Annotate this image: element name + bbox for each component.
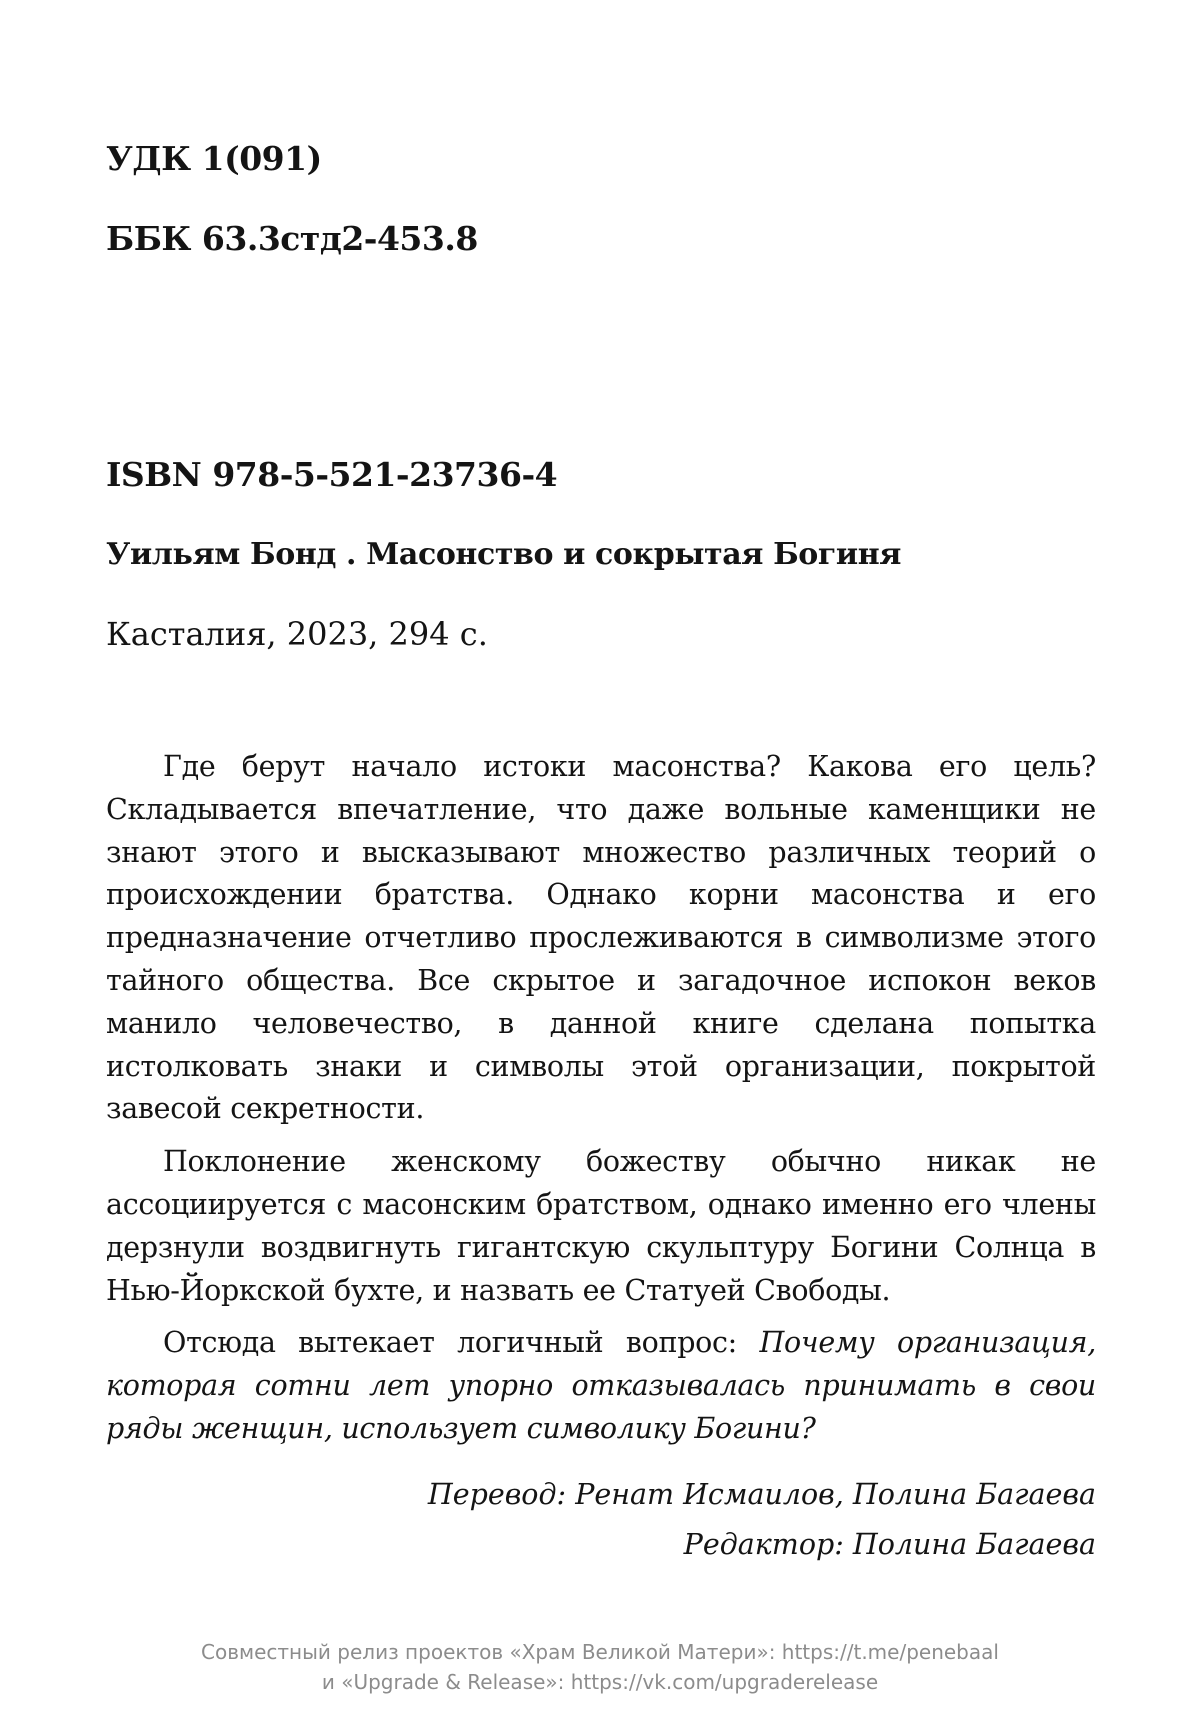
book-imprint-page — [106, 0, 1096, 1732]
isbn: ISBN 978-5-521-23736-4 — [106, 455, 558, 494]
abstract-paragraph-2: Поклонение женскому божеству обычно никак не ассоциируется с масонским братством, однако именно его члены дерзнули воздвигнуть гигантскую скульптуру Богини Солнца в Нью-Йоркской бухте, и назвать ее Статуей Свободы. — [106, 1145, 1096, 1307]
credits — [428, 1470, 1096, 1570]
abstract — [106, 746, 1096, 1461]
editor-credit: Редактор: Полина Багаева — [683, 1528, 1096, 1561]
release-note-line-2: и «Upgrade & Release»: https://vk.com/upgraderelease — [321, 1670, 879, 1694]
publisher-line: Касталия, 2023, 294 с. — [106, 615, 488, 653]
abstract-paragraph-1: Где берут начало истоки масонства? Какова его цель? Складывается впечатление, что даже вольные каменщики не знают этого и высказывают множество различных теорий о происхождении братства. Однако корни масонства и его предназначение отчетливо прослеживаются в символизме этого тайного общества. Все скрытое и загадочное испокон веков манило человечество, в данной книге сделана попытка истолковать знаки и символы этой организации, покрытой завесой секретности. — [106, 750, 1096, 1126]
abstract-paragraph-3 — [106, 1322, 1096, 1450]
author-title-line: Уильям Бонд . Масонство и сокрытая Богиня — [106, 537, 902, 572]
release-note — [0, 1637, 1200, 1697]
udk-code: УДК 1(091) — [106, 139, 322, 178]
abstract-question-lead: Отсюда вытекает логичный вопрос: — [163, 1326, 760, 1360]
abstract-question: Почему организация, которая сотни лет упорно отказывалась принимать в свои ряды женщин, использует символику Богини? — [106, 1326, 1097, 1445]
release-note-line-1: Совместный релиз проектов «Храм Великой Матери»: https://t.me/penebaal — [201, 1640, 999, 1664]
bbk-code: ББК 63.3стд2-453.8 — [106, 219, 478, 258]
translation-credit: Перевод: Ренат Исмаилов, Полина Багаева — [427, 1478, 1096, 1511]
